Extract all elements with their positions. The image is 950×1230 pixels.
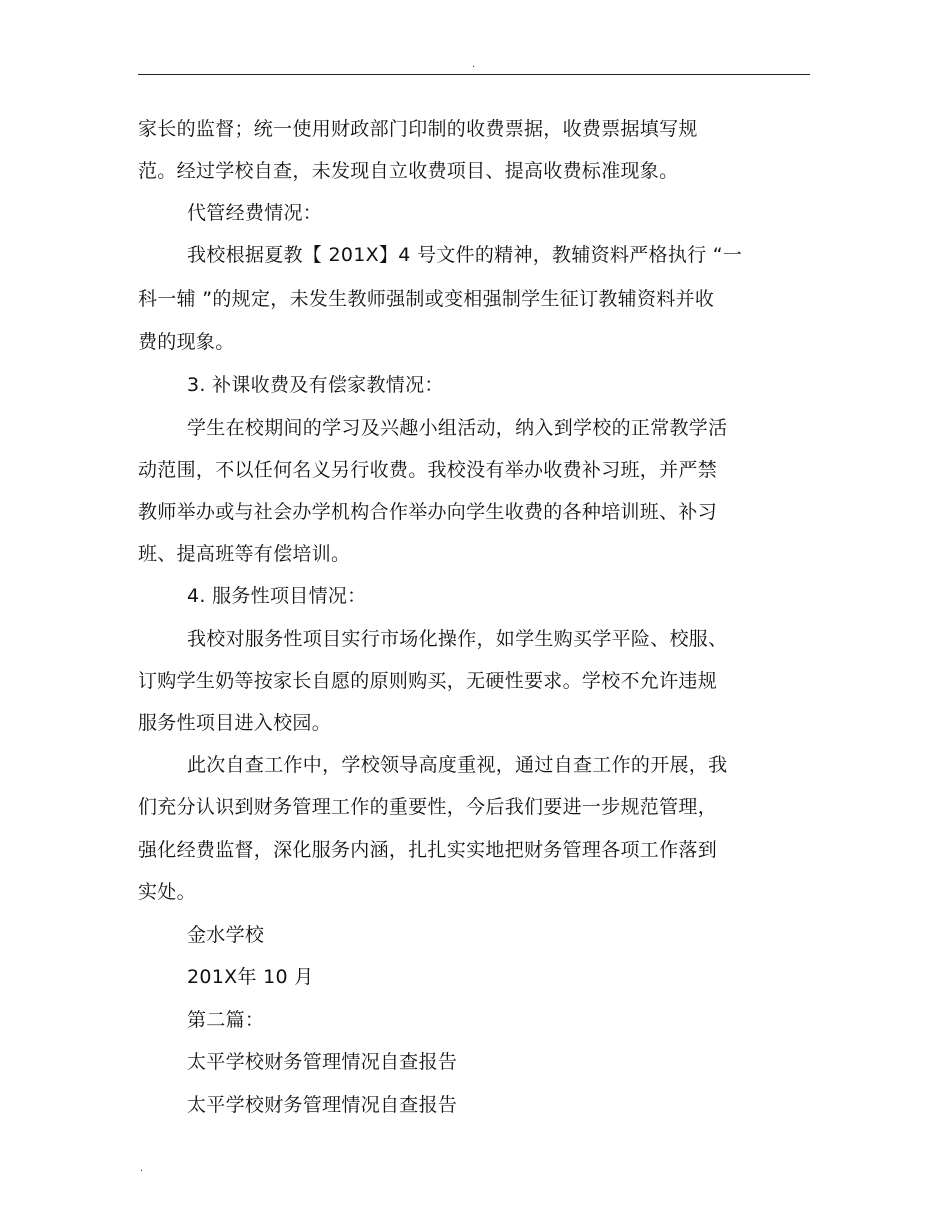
text-line: 动范围，不以任何名义另行收费。我校没有举办收费补习班，并严禁 (138, 459, 718, 481)
text-line: 学生在校期间的学习及兴趣小组活动，纳入到学校的正常教学活 (187, 417, 728, 439)
signature-date: 201X年 10 月 (187, 966, 314, 988)
report-title: 太平学校财务管理情况自查报告 (187, 1094, 458, 1116)
header-rule (138, 74, 810, 75)
text-line: 我校根据夏教【 201X】4 号文件的精神，教辅资料严格执行 “一 (187, 244, 743, 266)
text-line: 们充分认识到财务管理工作的重要性，今后我们要进一步规范管理， (138, 796, 718, 818)
text-line: 强化经费监督，深化服务内涵，扎扎实实地把财务管理各项工作落到 (138, 839, 718, 861)
signature-school: 金水学校 (187, 924, 265, 946)
text-line: 3. 补课收费及有偿家教情况： (187, 374, 444, 396)
text-line: 此次自查工作中，学校领导高度重视，通过自查工作的开展，我 (187, 754, 728, 776)
text-line: 教师举办或与社会办学机构合作举办向学生收费的各种培训班、补习 (138, 501, 718, 523)
text-line: 服务性项目进入校园。 (138, 712, 332, 734)
header-mark: . (472, 59, 476, 70)
text-line: 4. 服务性项目情况： (187, 585, 367, 607)
text-line: 实处。 (138, 881, 196, 903)
text-line: 订购学生奶等按家长自愿的原则购买，无硬性要求。学校不允许违规 (138, 670, 718, 692)
text-line: 班、提高班等有偿培训。 (138, 543, 351, 565)
text-line: 我校对服务性项目实行市场化操作，如学生购买学平险、校服、 (187, 628, 728, 650)
report-title: 太平学校财务管理情况自查报告 (187, 1051, 458, 1073)
section-heading: 第二篇： (187, 1009, 265, 1031)
text-line: 科一辅 ”的规定，未发生教师强制或变相强制学生征订教辅资料并收 (138, 288, 715, 310)
text-line: 费的现象。 (138, 331, 235, 353)
text-line: 家长的监督；统一使用财政部门印制的收费票据，收费票据填写规 (138, 118, 698, 140)
text-line: 范。经过学校自查，未发现自立收费项目、提高收费标准现象。 (138, 160, 679, 182)
footer-mark: . (140, 1163, 144, 1174)
text-line: 代管经费情况： (187, 202, 323, 224)
